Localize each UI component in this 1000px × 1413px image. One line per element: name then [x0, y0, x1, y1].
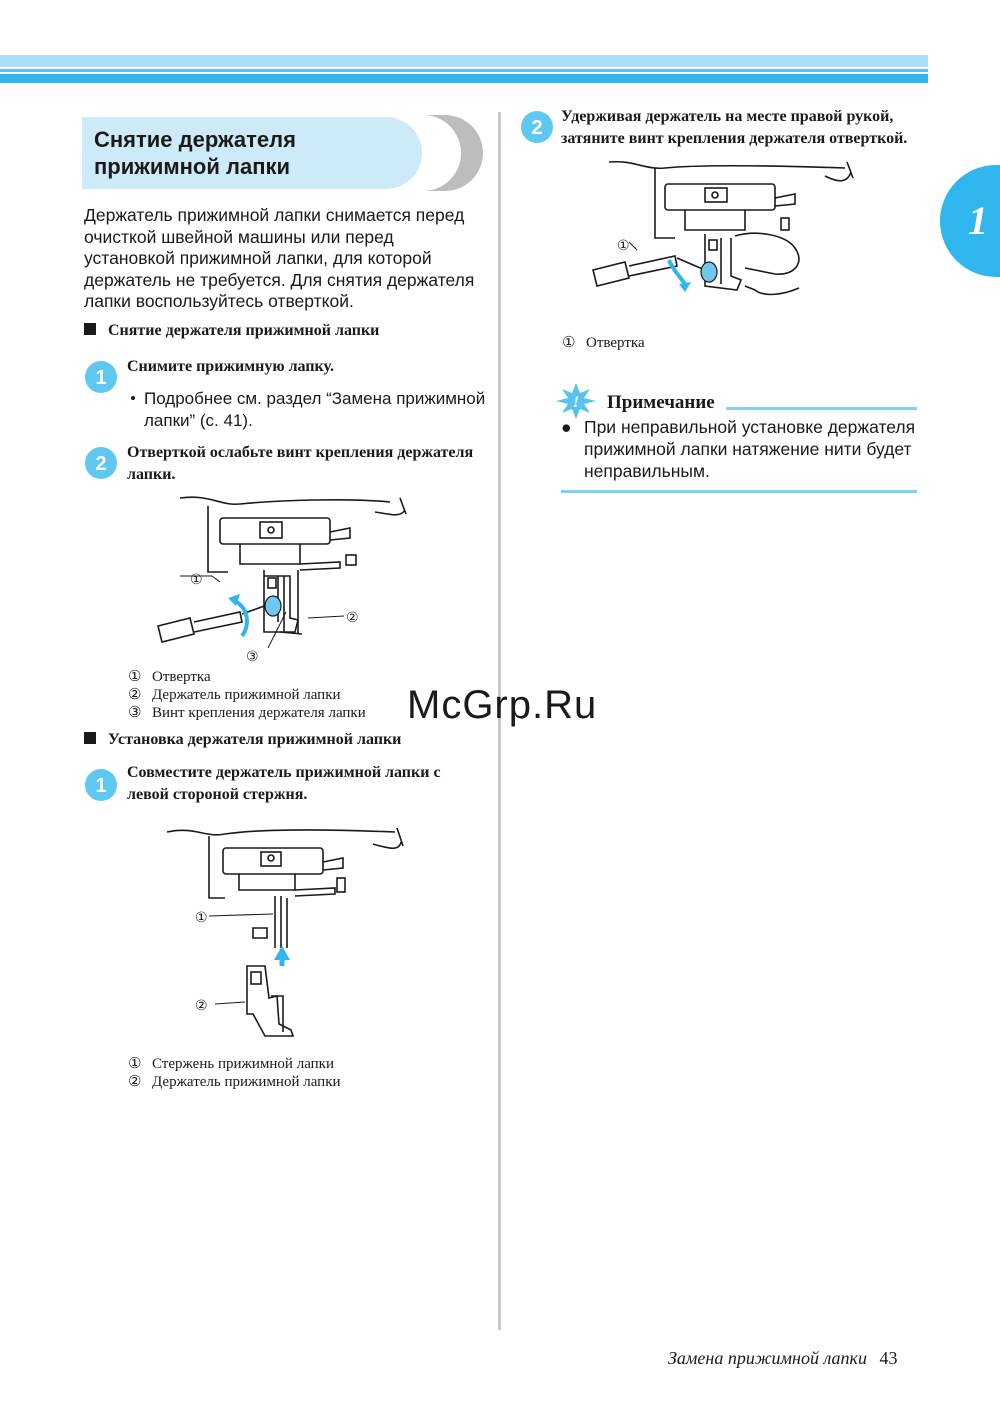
step-number-2-icon	[520, 110, 554, 144]
removal-legend	[128, 668, 428, 722]
callout-1: ①	[195, 910, 208, 926]
right-step2-line1: Удерживая держатель на месте правой рукой,	[561, 108, 894, 125]
right-step2-text	[561, 106, 981, 150]
legend-item: ① Отвертка	[128, 669, 211, 685]
note-title: Примечание	[607, 392, 715, 413]
install-step1-line2: левой стороной стержня.	[127, 786, 308, 803]
install-heading-text: Установка держателя прижимной лапки	[108, 731, 402, 748]
illustration-loosen-screw	[150, 492, 410, 664]
removal-step1-text: Снимите прижимную лапку.	[127, 358, 334, 375]
note-icon	[556, 383, 596, 419]
removal-step1-bullet: • Подробнее см. раздел “Замена прижимной лапки” (с. 41).	[130, 388, 490, 431]
install-step1-line1: Совместите держатель прижимной лапки с	[127, 764, 441, 781]
watermark: McGrp.Ru	[407, 683, 598, 727]
step-number-label: 1	[95, 367, 107, 389]
removal-heading-text: Снятие держателя прижимной лапки	[108, 322, 380, 339]
removal-step2-text	[127, 442, 497, 486]
removal-heading	[84, 322, 379, 340]
removal-step2-line2: лапки.	[127, 466, 176, 483]
legend-item: ③ Винт крепления держателя лапки	[128, 705, 366, 721]
legend-item: ① Отвертка	[562, 335, 645, 351]
install-heading	[84, 731, 401, 749]
install-legend	[128, 1055, 428, 1091]
step-number-label: 2	[95, 453, 107, 475]
right-step2-line2: затяните винт крепления держателя отверткой.	[561, 130, 908, 147]
step-number-1-icon	[84, 360, 118, 394]
legend-item: ① Стержень прижимной лапки	[128, 1056, 334, 1072]
square-bullet-icon	[84, 732, 96, 744]
section-title	[94, 126, 414, 180]
svg-text:!: !	[572, 394, 580, 411]
note-text-line3: неправильным.	[584, 461, 710, 481]
install-step1-text	[127, 762, 497, 806]
callout-2: ②	[195, 998, 208, 1014]
step-number-2-icon	[84, 446, 118, 480]
note-bullet: ●	[561, 417, 572, 437]
removal-step1-bullet-text: Подробнее см. раздел “Замена прижимной лапки” (с. 41).	[144, 389, 486, 430]
square-bullet-icon	[84, 323, 96, 335]
note-text-line2: прижимной лапки натяжение нити будет	[584, 439, 912, 459]
chapter-number: 1	[968, 198, 988, 243]
illustration-tighten-screw	[585, 158, 855, 318]
note-text-line1: При неправильной установке держателя	[584, 417, 916, 437]
callout-2: ②	[346, 610, 359, 626]
footer-title: Замена прижимной лапки	[668, 1348, 867, 1368]
note-title-rule	[726, 407, 917, 410]
intro-paragraph: Держатель прижимной лапки снимается перед очисткой швейной машины или перед установкой прижимной лапки, для которой держатель не требуется. Для снятия держателя лапки воспользуйтесь отверткой.	[84, 205, 475, 311]
page-footer	[668, 1348, 897, 1369]
step-number-label: 1	[95, 775, 107, 797]
step-number-1-icon	[84, 768, 118, 802]
section-title-line2: прижимной лапки	[94, 154, 291, 179]
callout-1: ①	[190, 572, 203, 588]
right-legend	[562, 334, 862, 352]
note-text	[584, 416, 924, 482]
illustration-align-holder	[165, 818, 410, 1050]
legend-item: ② Держатель прижимной лапки	[128, 1074, 341, 1090]
removal-step2-line1: Отверткой ослабьте винт крепления держателя	[127, 444, 474, 461]
note-bottom-rule	[561, 490, 917, 493]
callout-1: ①	[617, 238, 630, 254]
step-number-label: 2	[531, 117, 543, 139]
callout-3: ③	[246, 649, 259, 664]
page-number: 43	[879, 1348, 898, 1368]
legend-item: ② Держатель прижимной лапки	[128, 687, 341, 703]
header-stripes	[0, 55, 928, 83]
section-title-line1: Снятие держателя	[94, 127, 296, 152]
